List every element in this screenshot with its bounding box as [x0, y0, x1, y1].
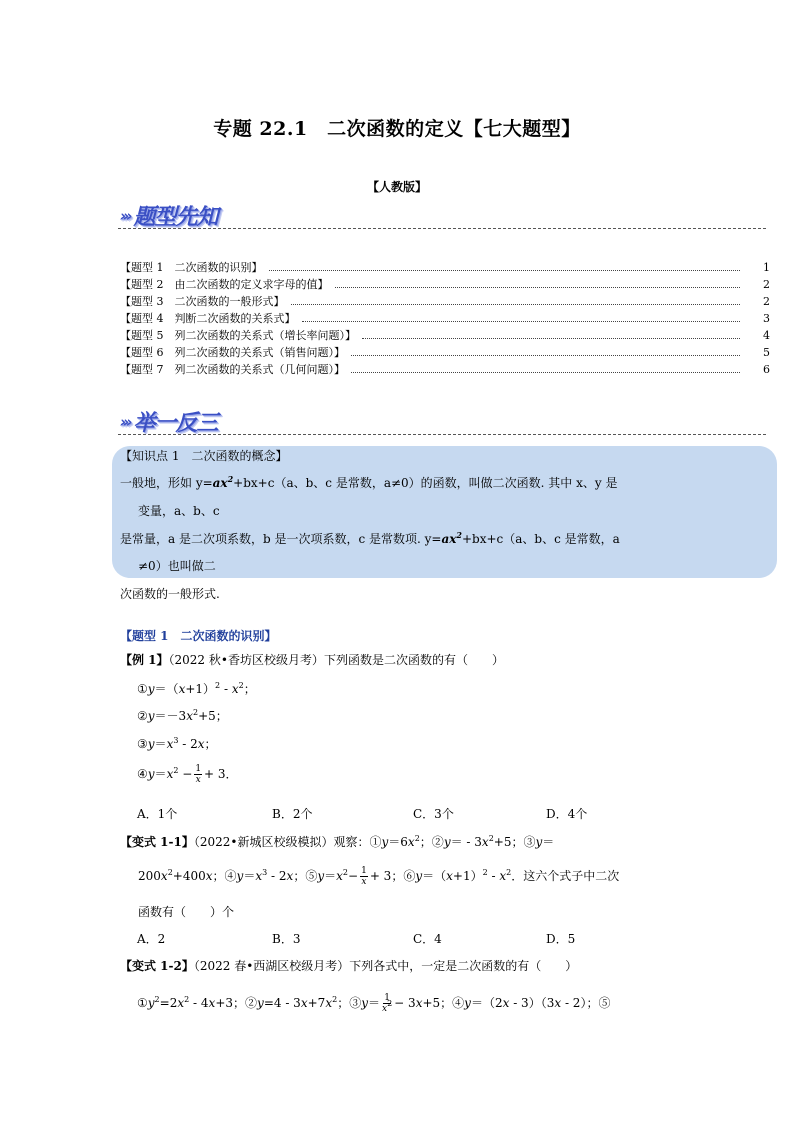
toc-label: 【题型 4 判断二次函数的关系式】: [120, 312, 296, 325]
knowledge-heading: 【知识点 1 二次函数的概念】: [120, 449, 288, 463]
toc-item[interactable]: [120, 345, 770, 361]
toc-item[interactable]: [120, 328, 770, 344]
example-1-option-b[interactable]: B．2个: [272, 807, 313, 821]
variant-1-1-option-d[interactable]: D．5: [546, 932, 576, 946]
variant-1-1-line-1: 【变式 1-1】（2022•新城区校级模拟）观察：$①y=6x^2$；②y＝ - $3x^2+5$；③y＝: [120, 834, 555, 849]
toc-leader: [351, 372, 740, 373]
toc-page: 2: [763, 295, 770, 308]
knowledge-line-3: 是常量，a 是二次项系数，b 是一次项系数，c 是常数项. $y=ax^2+bx+c(a$、b、c 是常数，a: [120, 530, 620, 546]
example-1-option-c[interactable]: C．3个: [413, 807, 454, 821]
variant-1-1-line-2: $200x^2+400x$；$④y=x^3 - 2x$；$⑤y=x^2-$ $\frac{1}{x}$ + 3；$⑥y=(x+1)^2 - x^2$．这六个式子中二次: [138, 866, 620, 887]
toc-item[interactable]: [120, 362, 770, 378]
knowledge-line-1: 一般地，形如 $y=ax^2+bx+c(a$、b、c 是常数，a≠0）的函数，叫做二次函数. 其中 x、y 是: [120, 474, 618, 490]
variant-1-1-line-3: 函数有（ ）个: [138, 905, 235, 919]
example-1-stem: 【例 1】（2022 秋•香坊区校级月考）下列函数是二次函数的有（ ）: [120, 653, 504, 667]
section-heading: 【题型 1 二次函数的识别】: [120, 629, 277, 643]
example-1-item-4: $④y=x^2$ − $\frac{1}{x}$ + 3．: [137, 764, 238, 785]
knowledge-line-2: 变量，a、b、c: [138, 504, 220, 518]
toc-leader: [291, 304, 741, 305]
toc-leader: [351, 355, 740, 356]
variant-1-2-stem: 【变式 1-2】（2022 春•西湖区校级月考）下列各式中，一定是二次函数的有（ ）: [120, 959, 578, 973]
toc-label: 【题型 2 由二次函数的定义求字母的值】: [120, 278, 329, 291]
toc-label: 【题型 6 列二次函数的关系式（销售问题）】: [120, 346, 345, 359]
toc-leader: [335, 287, 741, 288]
divider: [118, 228, 766, 229]
toc-page: 5: [763, 346, 770, 359]
divider: [118, 434, 766, 435]
toc-label: 【题型 5 列二次函数的关系式（增长率问题）】: [120, 329, 356, 342]
example-1-item-2: $②y=-3x^2+5$；: [137, 708, 228, 723]
knowledge-line-4: ≠0）也叫做二: [138, 559, 216, 573]
toc-leader: [269, 270, 741, 271]
toc-page: 3: [763, 312, 770, 325]
toc-page: 2: [763, 278, 770, 291]
toc-label: 【题型 1 二次函数的识别】: [120, 261, 263, 274]
variant-1-1-option-c[interactable]: C．4: [413, 932, 442, 946]
banner-ju-yi-fan-san: [120, 406, 218, 437]
variant-1-2-items: $①y^2=2x^2 - 4x+3$；②y=4 - $3x+7x^2$；③y＝ $\frac{1}{x^2}$ − 3x+5；④y＝（2x - 3）（3x - 2）；⑤: [137, 993, 611, 1014]
example-1-option-a[interactable]: A．1个: [137, 807, 178, 821]
toc-leader: [362, 338, 740, 339]
arrows-icon: ›››: [120, 413, 130, 431]
toc-item[interactable]: [120, 277, 770, 293]
arrows-icon: ›››: [120, 207, 130, 225]
toc-page: 6: [763, 363, 770, 376]
toc-item[interactable]: [120, 260, 770, 276]
knowledge-line-5: 次函数的一般形式.: [120, 587, 220, 601]
example-1-item-1: $①y=(x+1)^2 - x^2$；: [137, 681, 256, 696]
banner-text: 题型先知: [133, 205, 218, 230]
toc-leader: [302, 321, 741, 322]
toc-item[interactable]: [120, 311, 770, 327]
example-1-item-3: $③y=x^3 - 2x$；: [137, 736, 217, 751]
variant-1-1-option-a[interactable]: A．2: [137, 932, 166, 946]
toc-item[interactable]: [120, 294, 770, 310]
edition-label: 【人教版】: [366, 180, 427, 194]
toc-label: 【题型 3 二次函数的一般形式】: [120, 295, 285, 308]
toc-page: 1: [763, 261, 770, 274]
toc-page: 4: [763, 329, 770, 342]
toc-label: 【题型 7 列二次函数的关系式（几何问题）】: [120, 363, 345, 376]
banner-text: 举一反三: [133, 411, 218, 436]
variant-1-1-option-b[interactable]: B．3: [272, 932, 301, 946]
example-1-option-d[interactable]: D．4个: [546, 807, 588, 821]
page-title: 专题 22.1 二次函数的定义【七大题型】: [213, 118, 581, 140]
banner-tixing-xianzhi: [120, 200, 218, 231]
